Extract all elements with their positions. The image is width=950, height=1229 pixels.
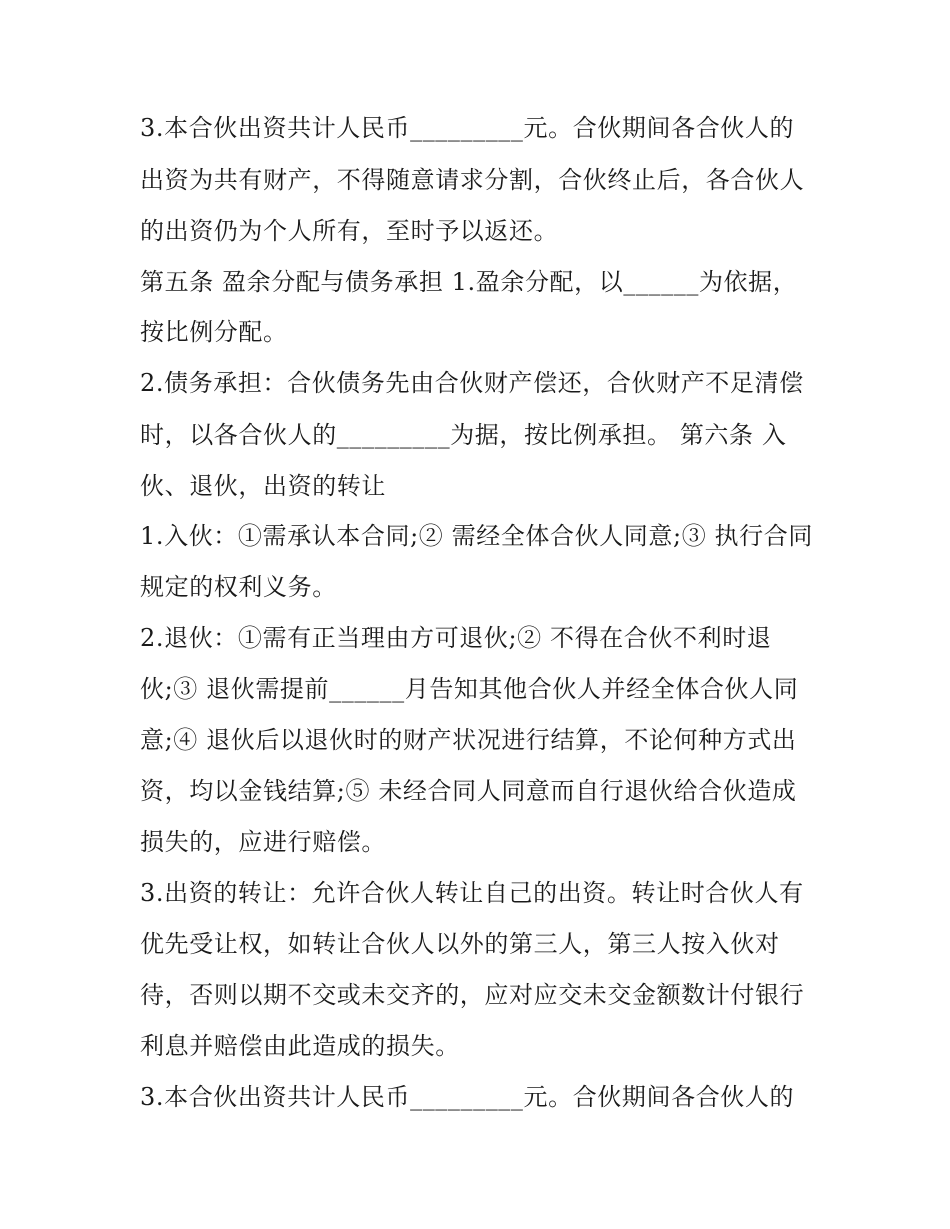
- text-line: 意;④ 退伙后以退伙时的财产状况进行结算，不论何种方式出: [140, 726, 797, 754]
- text-line: 2.退伙：①需有正当理由方可退伙;② 不得在合伙不利时退: [140, 624, 772, 652]
- text-line: 按比例分配。: [140, 318, 288, 346]
- text-line: 2.债务承担：合伙债务先由合伙财产偿还，合伙财产不足清偿: [140, 369, 804, 397]
- text-line: 第五条 盈余分配与债务承担 1.盈余分配，以______为依据，: [140, 268, 798, 296]
- text-line: 待，否则以期不交或未交齐的，应对应交未交金额数计付银行: [140, 981, 805, 1009]
- text-line: 3.出资的转让：允许合伙人转让自己的出资。转让时合伙人有: [140, 879, 804, 907]
- text-line: 1.入伙：①需承认本合同;② 需经全体合伙人同意;③ 执行合同: [140, 522, 813, 550]
- text-line: 利息并赔偿由此造成的损失。: [140, 1032, 460, 1060]
- text-line: 资，均以金钱结算;⑤ 未经合同人同意而自行退伙给合伙造成: [140, 777, 797, 805]
- text-line: 时，以各合伙人的_________为据，按比例承担。 第六条 入: [140, 421, 787, 449]
- text-line: 优先受让权，如转让合伙人以外的第三人，第三人按入伙对: [140, 930, 780, 958]
- text-line: 伙、退伙，出资的转让: [140, 472, 386, 500]
- text-line: 伙;③ 退伙需提前______月告知其他合伙人并经全体合伙人同: [140, 675, 799, 703]
- text-line: 的出资仍为个人所有，至时予以返还。: [140, 217, 559, 245]
- text-line: 损失的，应进行赔偿。: [140, 828, 386, 856]
- text-line: 3.本合伙出资共计人民币_________元。合伙期间各合伙人的: [140, 114, 795, 142]
- text-line: 3.本合伙出资共计人民币_________元。合伙期间各合伙人的: [140, 1083, 795, 1111]
- text-line: 规定的权利义务。: [140, 573, 337, 601]
- text-line: 出资为共有财产，不得随意请求分割，合伙终止后，各合伙人: [140, 166, 805, 194]
